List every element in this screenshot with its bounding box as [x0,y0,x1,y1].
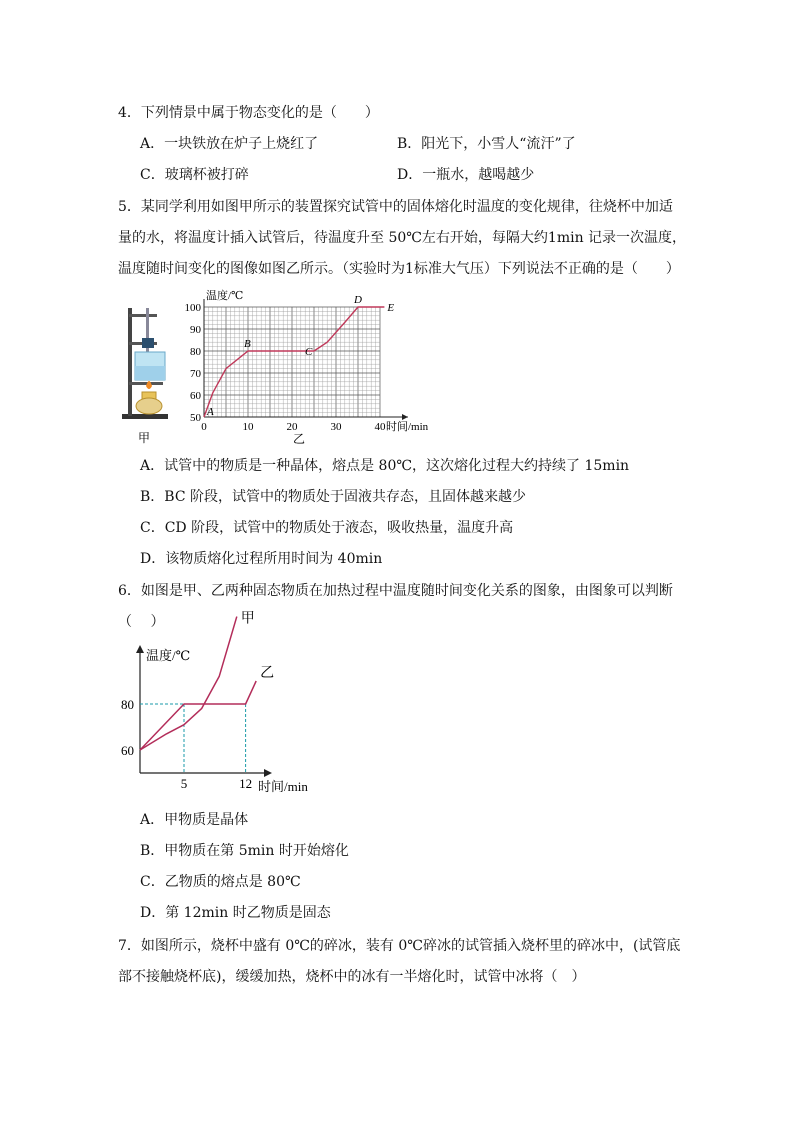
q6-option-b: B．甲物质在第 5min 时开始熔化 [140,843,349,859]
q6-option-a: A．甲物质是晶体 [140,812,249,828]
y-tick-label: 90 [190,324,201,336]
x-axis-arrow [402,414,408,420]
q6-option-c: C．乙物质的熔点是 80℃ [140,874,301,890]
y-tick-label: 100 [184,302,201,314]
y-tick-label: 50 [190,412,201,424]
x-tick-label: 12 [239,776,253,791]
axes [136,645,275,777]
point-label: A [207,406,214,418]
y-tick-label: 80 [121,697,134,712]
q4-option-a: A．一块铁放在炉子上烧红了 [140,136,319,152]
series-line-jia [140,617,237,750]
point-label: D [354,294,362,306]
x-tick-label: 40 [374,421,386,433]
q5-option-d: D．该物质熔化过程所用时间为 40min [140,551,383,567]
y-tick-label: 80 [190,346,201,358]
q6-option-d: D．第 12min 时乙物质是固态 [140,905,331,921]
apparatus-illustration [122,308,168,419]
x-tick-label: 0 [201,421,207,433]
apparatus-figure [118,300,178,446]
x-tick-label: 5 [180,776,188,791]
q7-stem-line-2: 部不接触烧杯底)，缓缓加热，烧杯中的冰有一半熔化时，试管中冰将（ ） [118,969,586,985]
grid-lines [204,299,408,420]
q5-option-b: B．BC 阶段，试管中的物质处于固液共存态，且固体越来越少 [140,489,526,505]
figure-jia-label: 甲 [137,431,151,445]
q5-stem-line-1: 5．某同学利用如图甲所示的装置探究试管中的固体熔化时温度的变化规律，往烧杯中加适 [118,199,673,215]
dashed-guides [140,704,246,773]
x-tick-label: 30 [330,421,342,433]
y-axis-label: 温度/℃ [146,648,191,663]
q5-option-c: C．CD 阶段，试管中的物质处于液态，吸收热量，温度升高 [140,520,514,536]
q6-stem-line-2: （ ） [118,614,165,630]
y-tick-label: 70 [190,368,201,380]
chart-yi [180,285,450,445]
q4-stem: 4．下列情景中属于物态变化的是（ ） [118,105,379,121]
x-tick-label: 10 [242,421,254,433]
series-label-yi: 乙 [260,666,275,681]
q5-stem-line-3: 温度随时间变化的图像如图乙所示。（实验时为1标准大气压）下列说法不正确的是（ ） [118,261,680,277]
y-axis-label: 温度/℃ [206,290,244,302]
q4-option-b: B．阳光下，小雪人“流汗”了 [397,136,576,152]
series-label-jia: 甲 [240,611,255,627]
y-axis-arrow [136,645,144,653]
q7-stem-line-1: 7．如图所示，烧杯中盛有 0℃的碎冰，装有 0℃碎冰的试管插入烧杯里的碎冰中，(试管底 [118,938,681,954]
x-axis-label: 时间/min [386,421,429,433]
point-label: C [305,346,313,358]
series-line [204,307,384,417]
q6-stem-line-1: 6．如图是甲、乙两种固态物质在加热过程中温度随时间变化关系的图象，由图象可以判断 [118,583,673,599]
q5-stem-line-2: 量的水，将温度计插入试管后，待温度升至 50℃左右开始，每隔大约1min 记录一次温度， [118,230,687,246]
q4-option-d: D．一瓶水，越喝越少 [397,167,535,183]
figure-yi-label: 乙 [292,432,306,446]
q4-option-c: C．玻璃杯被打碎 [140,167,249,183]
q5-option-a: A．试管中的物质是一种晶体，熔点是 80℃，这次熔化过程大约持续了 15min [140,458,630,474]
x-tick-label: 20 [286,421,298,433]
x-axis-arrow [264,769,272,777]
x-axis-label: 时间/min [258,779,308,794]
chart-q6 [110,611,330,800]
point-label: B [244,338,251,350]
y-tick-label: 60 [190,390,201,402]
point-label: E [387,302,395,314]
y-tick-label: 60 [121,743,134,758]
